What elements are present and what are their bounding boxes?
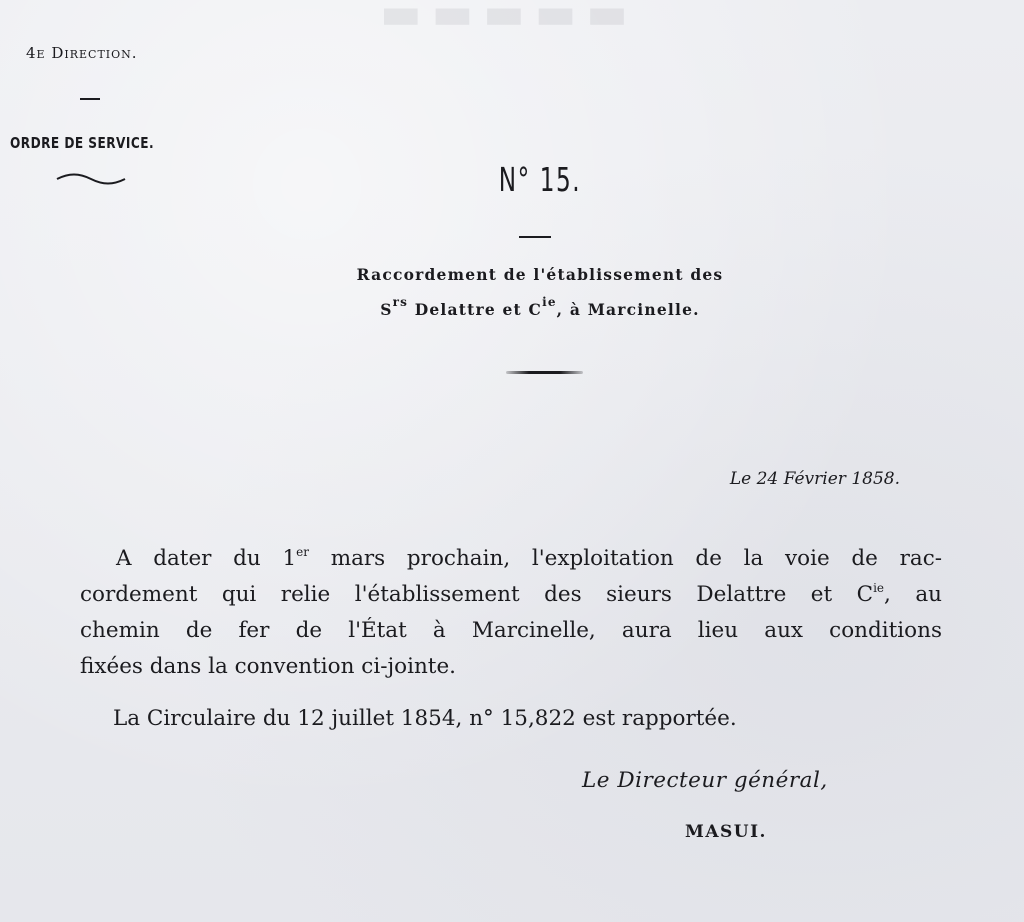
swirl-ornament [55,172,127,186]
body-line-2: cordement qui relie l'établissement des sieurs Delattre et $C^{ie}$, au [80,581,942,607]
direction-label: 4e Direction. [26,44,138,62]
subject-line-1: Raccordement de l'établissement des [356,265,724,284]
body-line-4: fixées dans la convention ci-jointe. [80,654,457,679]
subject-line-2: $S^{rs}$ Delattre et $C^{ie}$, à Marcinelle. [380,295,700,319]
bleed-through-texture: ▬▬▬▬▬ [380,0,638,38]
signoff-title: Le Directeur général, [582,768,828,793]
subject-rule [506,371,583,374]
body-line-1: A dater du 1er mars prochain, l'exploitation de la voie de rac- [116,545,943,571]
title-rule [519,236,551,238]
header-dash [80,98,100,100]
order-type-label: ORDRE DE SERVICE. [10,134,155,152]
body-line-5: La Circulaire du 12 juillet 1854, n° 15,822 est rapportée. [113,706,737,731]
order-number: N° 15. [498,160,582,199]
body-line-3: chemin de fer de l'État à Marcinelle, aura lieu aux conditions [80,618,942,643]
signature-name: MASUI. [685,822,767,842]
document-date: Le 24 Février 1858. [729,469,900,489]
